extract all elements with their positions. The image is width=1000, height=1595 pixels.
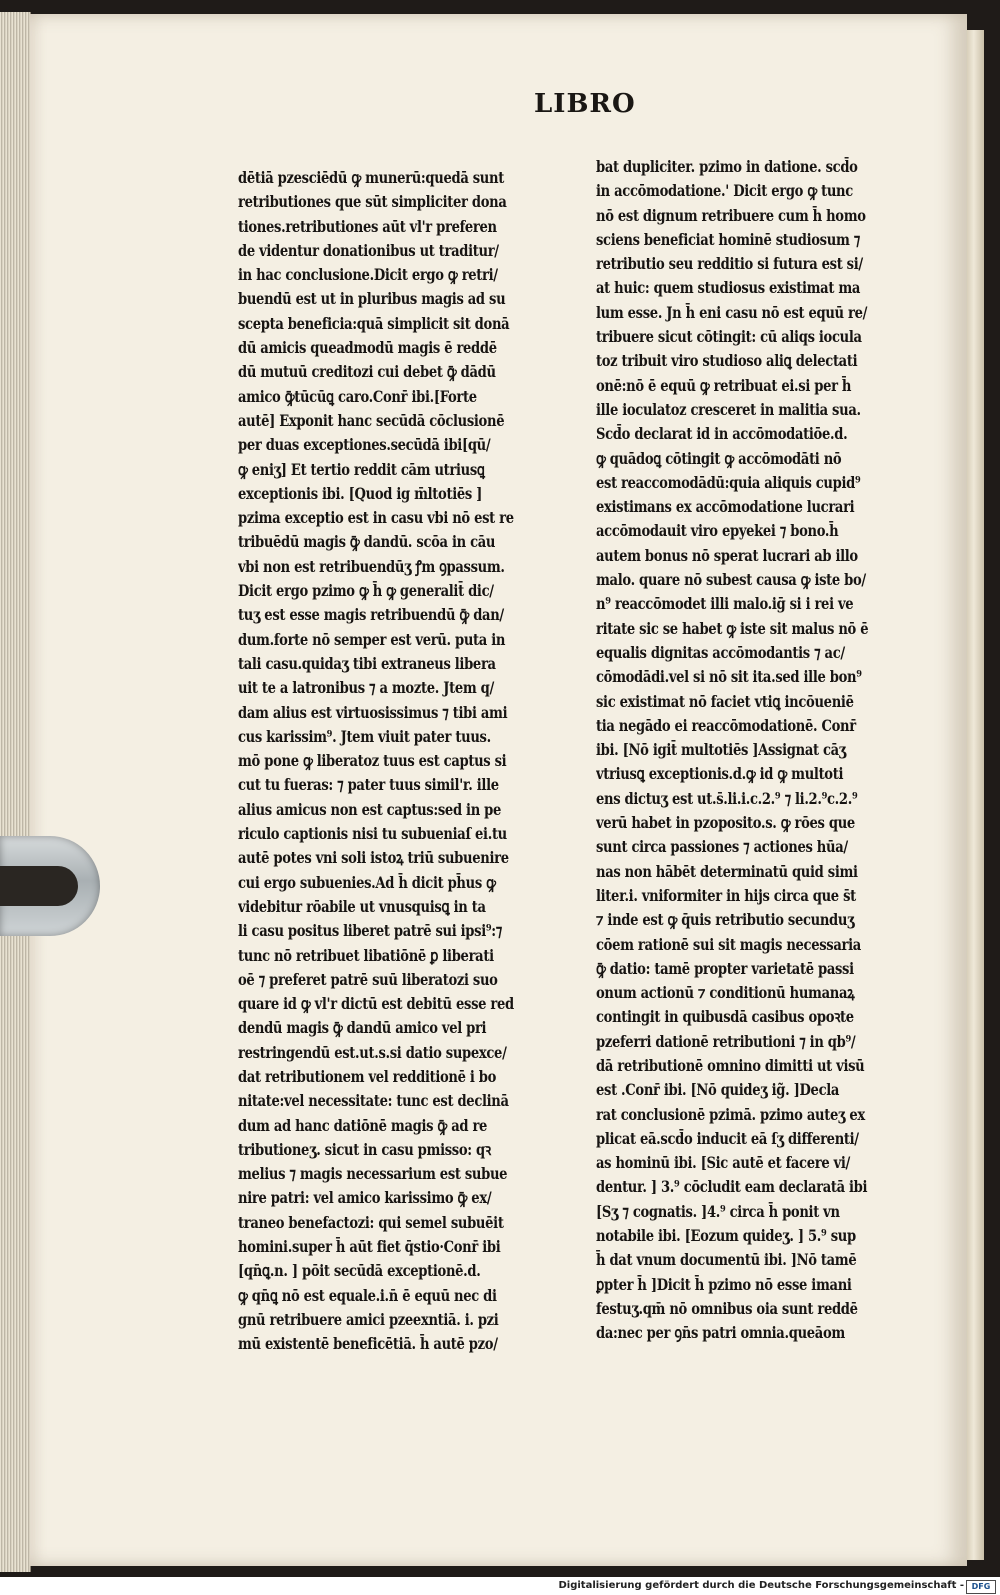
text-line: restringendū est.ut.s.si datio supexce/	[238, 1042, 507, 1062]
text-line: existimans ex accōmodatione lucrari	[596, 497, 855, 517]
text-line: n⁹ reaccōmodet illi malo.iḡ si i rei ve	[596, 594, 854, 614]
text-line: quare id ꝙ vl'r dictū est debitū esse red	[238, 994, 514, 1014]
text-line: dat retributionem vel redditionē i bo	[238, 1066, 497, 1086]
text-line: tali casu.quidaʒ tibi extraneus libera	[238, 653, 496, 673]
right-text-column	[596, 155, 908, 1346]
text-line: scepta beneficia:quā simplicit sit donā	[238, 313, 510, 333]
text-line: festuʒ.qm̄ nō omnibus oia sunt reddē	[596, 1298, 858, 1318]
text-line: ꝙ quādoꝗ cōtingit ꝙ accōmodāti nō	[596, 448, 842, 468]
text-line: tributioneʒ. sicut in casu pmisso: qꝛ	[238, 1139, 491, 1159]
text-line: dum.forte nō semper est verū. puta in	[238, 629, 506, 649]
text-line: ritate sic se habet ꝙ iste sit malus nō ē	[596, 618, 869, 638]
page-edges	[0, 12, 31, 1572]
text-line: tiones.retributiones aūt vl'r preferen	[238, 216, 497, 236]
text-line: nō est dignum retribuere cum h̄ homo	[596, 205, 866, 225]
text-line: sciens beneficiat hominē studiosum ⁊	[596, 229, 860, 249]
text-line: gnū retribuere amici pzeexntiā. i. pzi	[238, 1309, 499, 1329]
text-line: dētiā pzesciēdū ꝙ munerū:quedā sunt	[238, 168, 504, 187]
text-line: ꝙ̄ datio: tamē propter varietatē passi	[596, 958, 854, 978]
text-line: li casu positus liberet patrē sui ipsi⁹:⁊	[238, 921, 502, 941]
text-line: plicat eā.scd̄o inducit eā ſʒ differenti/	[596, 1128, 859, 1148]
text-line: dum ad hanc datiōnē magis ꝙ̄ ad re	[238, 1115, 488, 1135]
text-line: uit te a latronibus ⁊ a mozte. Jtem q/	[238, 678, 494, 698]
text-line: dentur. ] 3.⁹ cōcludit eam declaratā ibi	[596, 1177, 868, 1197]
text-line: in hac conclusione.Dicit ergo ꝙ retri/	[238, 265, 498, 285]
text-line: videbitur rōabile ut vnusquisꝗ in ta	[238, 896, 486, 916]
text-line: mō pone ꝙ liberatoz tuus est captus si	[238, 751, 507, 771]
text-line: at huic: quem studiosus existimat ma	[596, 278, 861, 298]
text-line: dū mutuū creditozi cui debet ꝙ̄ dādū	[238, 362, 496, 382]
text-line: verū habet in pzoposito.s. ꝙ rōes que	[596, 813, 855, 833]
text-line: pzeferri dationē retributioni ⁊ in qb⁹/	[596, 1031, 856, 1051]
text-line: nitate:vel necessitate: tunc est declinā	[238, 1091, 509, 1111]
text-line: sunt circa passiones ⁊ actiones hūa/	[596, 837, 848, 857]
text-line: alius amicus non est captus:sed in pe	[238, 799, 502, 819]
text-line: cōmodādi.vel si nō sit ita.sed ille bon⁹	[596, 667, 862, 687]
footer-bar	[0, 1577, 1000, 1595]
text-line: riculo captionis nisi tu subueniaſ ei.tu	[238, 824, 507, 844]
text-line: [qn̄ꝗ.n. ] pōit secūdā exceptionē.d.	[238, 1261, 481, 1281]
text-line: dā retributionē omnino dimitti ut visū	[596, 1055, 865, 1075]
text-line: tuʒ est esse magis retribuendū ꝙ̄ dan/	[238, 605, 504, 625]
text-line: cui ergo subuenies.Ad h̄ dicit ph̄us ꝙ	[238, 872, 496, 892]
text-line: traneo benefactozi: qui semel subuēit	[238, 1212, 504, 1232]
text-line: per duas exceptiones.secūdā ibi[qū/	[238, 435, 491, 455]
text-line: onē:nō ē equū ꝙ retribuat ei.si per h̄	[596, 375, 852, 395]
running-head: LIBRO	[534, 89, 636, 119]
text-line: as hominū ibi. [Sic autē et facere vi/	[596, 1153, 850, 1173]
text-line: in accōmodatione.' Dicit ergo ꝙ tunc	[596, 181, 853, 201]
text-line: nire patri: vel amico karissimo ꝙ̄ ex/	[238, 1188, 492, 1208]
text-line: equalis dignitas accōmodantis ⁊ ac/	[596, 642, 845, 662]
text-line: tia negādo ei reaccōmodationē. Conr̄	[596, 715, 856, 735]
text-line: cōem rationē sui sit magis necessaria	[596, 934, 861, 954]
text-line: tribuere sicut cōtingit: cū aliqs iocula	[596, 327, 862, 347]
funding-credit: Digitalisierung gefördert durch die Deutsche Forschungsgemeinschaft -	[558, 1580, 964, 1591]
text-line: Scd̄o declarat id in accōmodatiōe.d.	[596, 424, 848, 444]
text-line: bat dupliciter. pzimo in datione. scd̄o	[596, 157, 858, 176]
text-line: est reaccomodādū:quia aliquis cupid⁹	[596, 472, 861, 492]
text-line: h̄ dat vnum documentū ibi. ]Nō tamē	[596, 1250, 857, 1270]
text-line: toz tribuit viro studioso aliꝗ delectati	[596, 351, 858, 371]
text-line: dam alius est virtuosissimus ⁊ tibi ami	[238, 702, 508, 722]
left-text-column	[238, 166, 550, 1357]
text-line: dendū magis ꝙ̄ dandū amico vel pri	[238, 1018, 487, 1038]
text-line: mū existentē beneficētiā. h̄ autē pzo/	[238, 1334, 498, 1354]
text-line: autē] Exponit hanc secūdā cōclusionē	[238, 410, 505, 430]
text-line: sic existimat nō faciet vtiꝗ incōueniē	[596, 691, 854, 711]
metal-clip	[0, 836, 100, 936]
text-line: ibi. [Nō igit̄ multotiēs ]Assignat cāʒ	[596, 740, 846, 760]
text-line: ille ioculatoz cresceret in malitia sua.	[596, 399, 861, 419]
text-line: pzima exceptio est in casu vbi nō est re	[238, 508, 514, 528]
text-line: nas non hābēt determinatū quid simi	[596, 861, 858, 881]
text-line: dū amicis queadmodū magis ē reddē	[238, 338, 497, 358]
text-line: ꝙ eniʒ] Et tertio reddit cām utriusꝗ	[238, 459, 485, 479]
text-line: lum esse. Jn h̄ eni casu nō est equū re/	[596, 302, 868, 322]
text-line: retributio seu redditio si futura est si/	[596, 254, 863, 274]
text-line: da:nec per ꝯn̄s patri omnia.queāom	[596, 1323, 845, 1343]
text-line: cus karissim⁹. Jtem viuit pater tuus.	[238, 726, 491, 746]
text-line: autem bonus nō sperat lucrari ab illo	[596, 545, 858, 565]
text-line: ꝑpter h̄ ]Dicit h̄ pzimo nō esse imani	[596, 1274, 852, 1294]
text-line: autē potes vni soli istoꝝ triū subuenire	[238, 848, 509, 868]
text-line: exceptionis ibi. [Quod ig m̄ltotiēs ]	[238, 483, 483, 503]
text-line: rat conclusionē pzimā. pzimo auteʒ ex	[596, 1104, 865, 1124]
text-line: malo. quare nō subest causa ꝙ iste bo/	[596, 570, 866, 590]
text-line: oē ⁊ preferet patrē suū liberatozi suo	[238, 969, 498, 989]
text-line: homini.super h̄ aūt fiet q̄stio·Conr̄ ibi	[238, 1237, 501, 1257]
text-line: contingit in quibusdā casibus opoꝛte	[596, 1007, 854, 1027]
text-line: est .Conr̄ ibi. [Nō quideʒ ig̃. ]Decla	[596, 1080, 840, 1100]
text-line: Dicit ergo pzimo ꝙ h̄ ꝙ generalit̄ dic/	[238, 581, 494, 601]
dfg-logo: DFG	[966, 1580, 996, 1594]
text-line: tribuēdū magis ꝙ̄ dandū. scōa in cāu	[238, 532, 496, 552]
text-line: vtriusꝗ exceptionis.d.ꝙ id ꝙ multoti	[596, 764, 844, 784]
text-line: melius ⁊ magis necessarium est subue	[238, 1164, 508, 1184]
text-line: tunc nō retribuet libatiōnē ꝑ liberati	[238, 945, 494, 965]
text-line: vbi non est retribuendūʒ ꝭm ꝯpassum.	[238, 556, 505, 576]
text-line: liter.i. vniformiter in hijs circa que s̄t	[596, 885, 856, 905]
text-line: cut tu fueras: ⁊ pater tuus simil'r. ille	[238, 775, 499, 795]
text-line: de videntur donationibus ut traditur/	[238, 240, 499, 260]
text-line: ⁊ inde est ꝙ q̄uis retributio secunduʒ	[596, 910, 855, 930]
text-line: onum actionū ⁊ conditionū humanaꝝ	[596, 983, 855, 1003]
text-line: [Sʒ ⁊ cognatis. ]4.⁹ circa h̄ ponit vn	[596, 1201, 840, 1221]
text-line: ꝙ qn̄ꝗ nō est equale.i.n̄ ē equū nec di	[238, 1285, 497, 1305]
text-line: buendū est ut in pluribus magis ad su	[238, 289, 506, 309]
text-line: notabile ibi. [Eozum quideʒ. ] 5.⁹ sup	[596, 1226, 856, 1246]
text-line: amico ꝙ̄tūcūꝗ caro.Conr̄ ibi.[Forte	[238, 386, 477, 406]
page-right-edge	[967, 30, 984, 1560]
text-line: ens dictuʒ est ut.s̄.li.i.c.2.⁹ ⁊ li.2.⁹c.2.⁹	[596, 788, 858, 808]
text-line: retributiones que sūt simpliciter dona	[238, 192, 507, 212]
text-line: accōmodauit viro epyekei ⁊ bono.h̄	[596, 521, 839, 541]
